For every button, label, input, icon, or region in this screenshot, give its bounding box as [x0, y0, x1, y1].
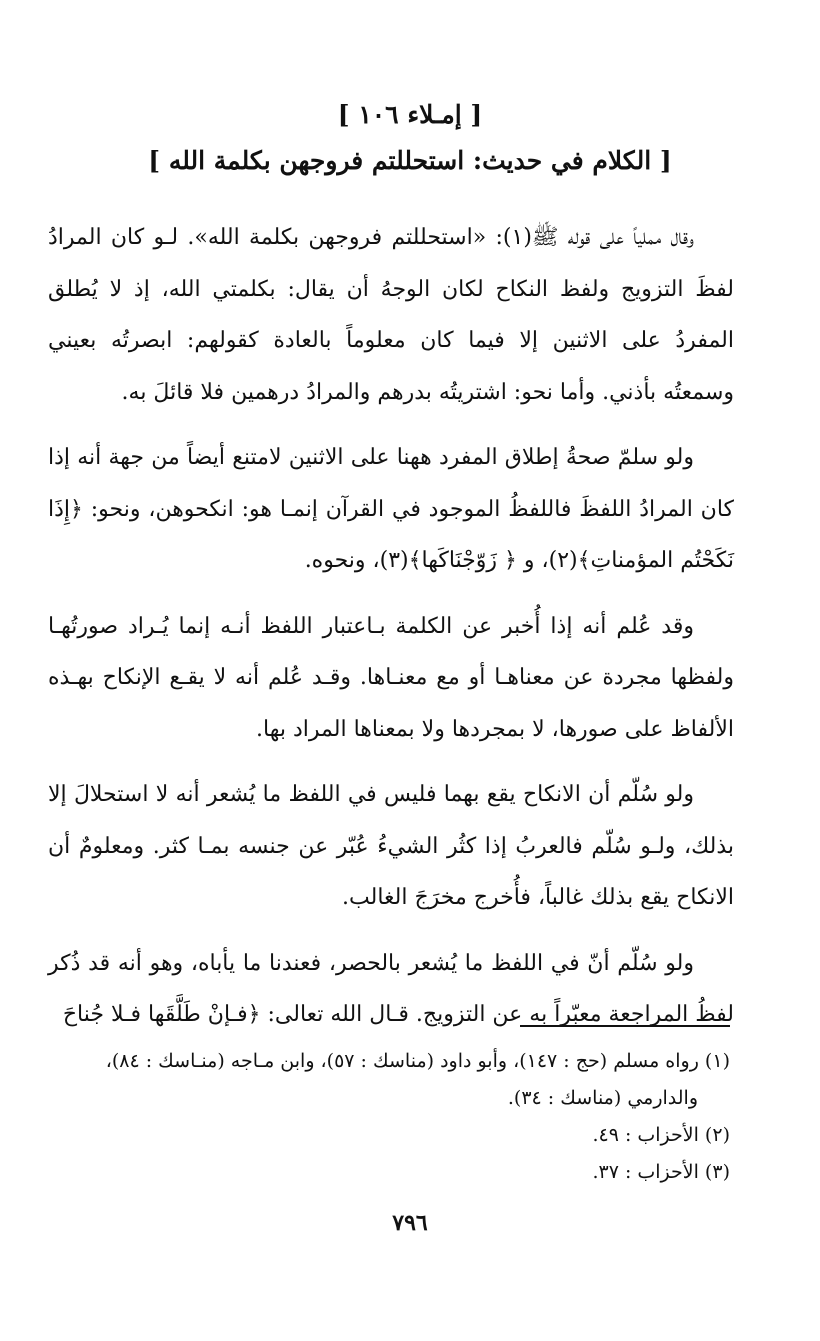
main-text: [48, 212, 734, 1055]
footnotes: [48, 1043, 730, 1191]
paragraph-1: وقال مملياً على قوله ﷺ(١): «استحللتم فروجهن بكلمة الله». لـو كان المرادُ لفظَ التزويج ولفظ النكاح لكان الوجهُ أن يقال: بكلمتي الله، إذ لا يُطلق المفردُ على الاثنين إلا فيما كان معلوماً بالعادة كقولهم: ابصرتُه بعيني وسمعتُه بأذني. وأما نحو: اشتريتُه بدرهم والمرادُ درهمين فلا قائلَ به.: [48, 225, 734, 405]
page-number: ٧٩٦: [392, 1210, 428, 1236]
paragraph-5: ولو سُلّم أنّ في اللفظ ما يُشعر بالحصر، فعندنا ما يأباه، وهو أنه قد ذُكر لفظُ المراجعة معبّراً به عن التزويج. قـال الله تعالى: ﴿فـإنْ طَلَّقَها فـلا جُناحَ: [48, 950, 734, 1027]
footnote-1-continued: والدارمي (مناسك : ٣٤).: [507, 1087, 698, 1109]
section-title: [ الكلام في حديث: استحللتم فروجهن بكلمة الله ]: [148, 146, 672, 175]
paragraph-4: ولو سُلّم أن الانكاح يقع بهما فليس في اللفظ ما يُشعر أنه لا استحلالَ إلا بذلك، ولـو سُلّم فالعربُ إذا كثُر الشيءُ عُبّر عن جنسه بمـا كثر. ومعلومٌ أن الانكاح يقع بذلك غالباً، فأُخرج مخرَجَ الغالب.: [48, 782, 734, 910]
footnote-divider: [520, 1025, 730, 1027]
dictation-number-heading: [ إمـلاء ١٠٦ ]: [337, 100, 483, 129]
footnote-3: (٣) الأحزاب : ٣٧.: [592, 1161, 730, 1183]
paragraph-2: ولو سلمّ صحةُ إطلاق المفرد ههنا على الاثنين لامتنع أيضاً من جهة أنه إذا كان المرادُ اللفظَ فاللفظُ الموجود في القرآن إنمـا هو: انكحوهن، ونحو: ﴿إِذَا نَكَحْتُم المؤمناتِ﴾(٢)، و ﴿ زَوّجْنَاكَها﴾(٣)، ونحوه.: [48, 445, 734, 573]
footnote-2: (٢) الأحزاب : ٤٩.: [592, 1124, 730, 1146]
paragraph-3: وقد عُلم أنه إذا أُخبر عن الكلمة بـاعتبار اللفظ أنـه إنما يُـراد صورتُهـا ولفظها مجردة عن معناهـا أو مع معنـاها. وقـد عُلم أنه لا يقـع الإنكاح بهـذه الألفاظ على صورها، لا بمجردها ولا بمعناها المراد بها.: [48, 613, 734, 742]
footnote-1: (١) رواه مسلم (حج : ١٤٧)، وأبو داود (مناسك : ٥٧)، وابن مـاجه (منـاسك : ٨٤)،: [105, 1050, 730, 1072]
